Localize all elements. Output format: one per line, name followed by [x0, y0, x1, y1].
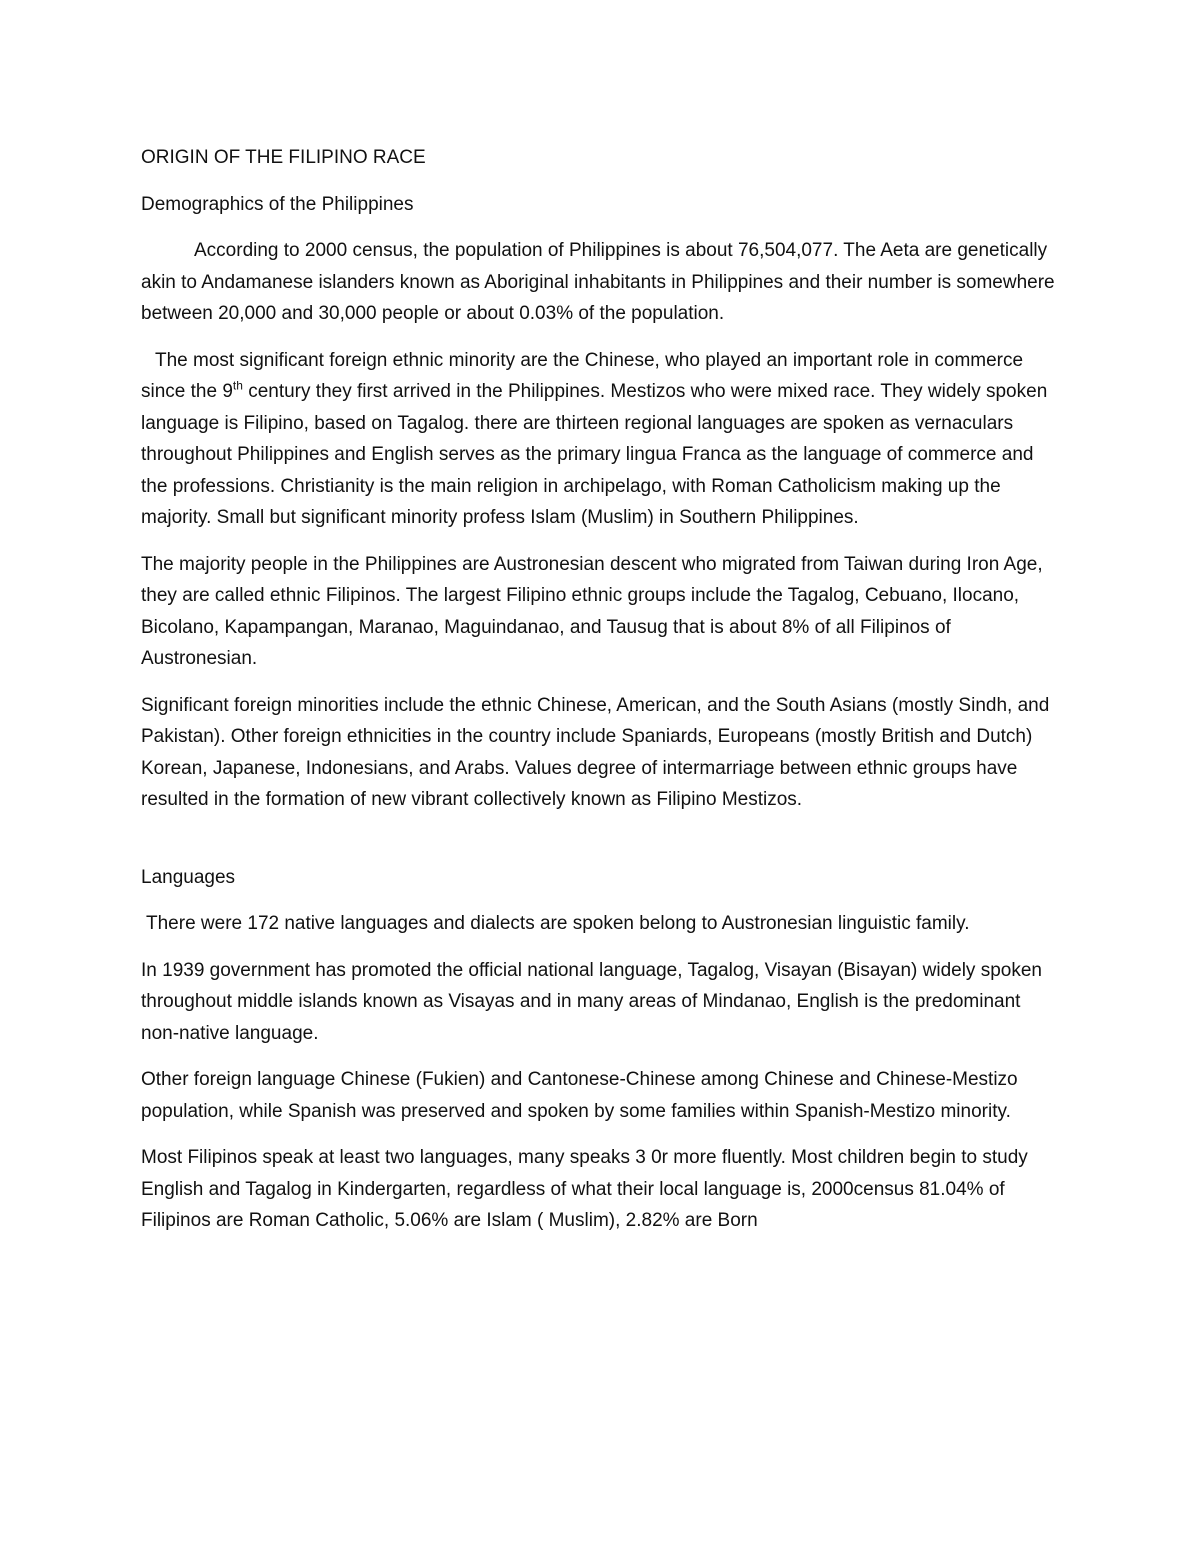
paragraph-chinese-minority: [141, 345, 1061, 534]
paragraph-austronesian: The majority people in the Philippines are Austronesian descent who migrated from Taiwan during Iron Age, they are called ethnic Filipinos. The largest Filipino ethnic groups include the Tagalog, Cebuano, Ilocano, Bicolano, Kapampangan, Maranao, Maguindanao, and Tausug that is about 8% of all Filipinos of Austronesian.: [141, 553, 1043, 669]
paragraph-foreign-languages: Other foreign language Chinese (Fukien) and Cantonese-Chinese among Chinese and Chinese-Mestizo population, while Spanish was preserved and spoken by some families within Spanish-Mestizo minority.: [141, 1069, 1018, 1122]
paragraph-national-language: In 1939 government has promoted the official national language, Tagalog, Visayan (Bisayan) widely spoken throughout middle islands known as Visayas and in many areas of Mindanao, English is the predominant non-native language.: [141, 959, 1042, 1044]
ordinal-superscript: th: [232, 378, 243, 393]
section-heading-languages: Languages: [141, 866, 236, 888]
paragraph-population: According to 2000 census, the population of Philippines is about 76,504,077. The Aeta are genetically akin to Andamanese islanders known as Aboriginal inhabitants in Philippines and their number is somewhere between 20,000 and 30,000 people or about 0.03% of the population.: [141, 240, 1055, 324]
paragraph-native-languages: There were 172 native languages and dialects are spoken belong to Austronesian linguistic family.: [146, 913, 970, 934]
paragraph-foreign-minorities: Significant foreign minorities include the ethnic Chinese, American, and the South Asians (mostly Sindh, and Pakistan). Other foreign ethnicities in the country include Spaniards, Europeans (mostly British and Dutch) Korean, Japanese, Indonesians, and Arabs. Values degree of intermarriage between ethnic groups have resulted in the formation of new vibrant collectively known as Filipino Mestizos.: [141, 694, 1050, 810]
document-title: ORIGIN OF THE FILIPINO RACE: [141, 147, 426, 168]
paragraph-chinese-minority-part2: century they first arrived in the Philippines. Mestizos who were mixed race. They widely spoken language is Filipino, based on Tagalog. there are thirteen regional languages are spoken as vernaculars throughout Philippines and English serves as the primary lingua Franca as the language of commerce and the professions. Christianity is the main religion in archipelago, with Roman Catholicism making up the majority. Small but significant minority profess Islam (Muslim) in Southern Philippines.: [141, 381, 1048, 528]
section-heading-demographics: Demographics of the Philippines: [141, 193, 414, 215]
paragraph-multilingual: Most Filipinos speak at least two languages, many speaks 3 0r more fluently. Most children begin to study English and Tagalog in Kindergarten, regardless of what their local language is, 2000census 81.04% of Filipinos are Roman Catholic, 5.06% are Islam ( Muslim), 2.82% are Born: [141, 1147, 1028, 1231]
paragraph-chinese-minority-part1: The most significant foreign ethnic minority are the Chinese, who played an important role in commerce since the 9: [141, 349, 1024, 402]
document-body: [141, 142, 1061, 1252]
